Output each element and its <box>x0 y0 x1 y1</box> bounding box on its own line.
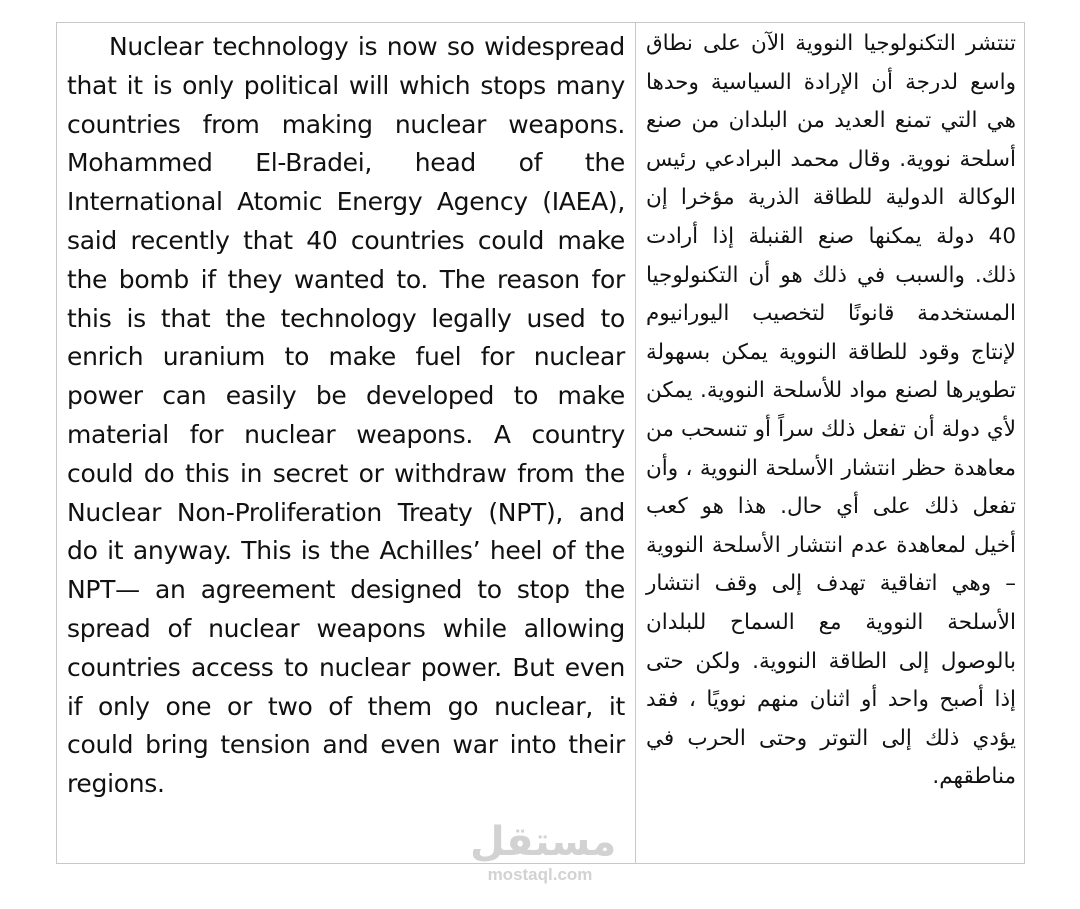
watermark-site: mostaql.com <box>487 865 593 884</box>
english-column <box>57 23 636 863</box>
english-paragraph: Nuclear technology is now so widespread that it is only political will which stops many countries from making nuclear weapons. Mohammed El-Bradei, head of the International Atomic Energy Agency (IAEA), said recently that 40 countries could make the bomb if they wanted to. The reason for this is that the technology legally used to enrich uranium to make fuel for nuclear power can easily be developed to make material for nuclear weapons. A country could do this in secret or withdraw from the Nuclear Non-Proliferation Treaty (NPT), and do it anyway. This is the Achilles’ heel of the NPT— an agreement designed to stop the spread of nuclear weapons while allowing countries access to nuclear power. But even if only one or two of them go nuclear, it could bring tension and even war into their regions. <box>67 32 625 799</box>
watermark-logo: مستقل <box>470 819 617 865</box>
arabic-paragraph: تنتشر التكنولوجيا النووية الآن على نطاق واسع لدرجة أن الإرادة السياسية وحدها هي التي تمنع العديد من البلدان من صنع أسلحة نووية. وقال محمد البرادعي رئيس الوكالة الدولية للطاقة الذرية مؤخرا إن 40 دولة يمكنها صنع القنبلة إذا أرادت ذلك. والسبب في ذلك هو أن التكنولوجيا المستخدمة قانونًا لتخصيب اليورانيوم لإنتاج وقود للطاقة النووية يمكن بسهولة تطويرها لصنع مواد للأسلحة النووية. يمكن لأي دولة أن تفعل ذلك سراً أو تنسحب من معاهدة حظر انتشار الأسلحة النووية ، وأن تفعل ذلك على أي حال. هذا هو كعب أخيل لمعاهدة عدم انتشار الأسلحة النووية – وهي اتفاقية تهدف إلى وقف انتشار الأسلحة النووية مع السماح للبلدان بالوصول إلى الطاقة النووية. ولكن حتى إذا أصبح واحد أو اثنان منهم نوويًا ، فقد يؤدي ذلك إلى التوتر وحتى الحرب في مناطقهم. <box>646 31 1016 790</box>
arabic-column <box>636 23 1024 863</box>
bilingual-translation-table <box>56 22 1025 864</box>
mostaql-watermark <box>470 818 617 892</box>
